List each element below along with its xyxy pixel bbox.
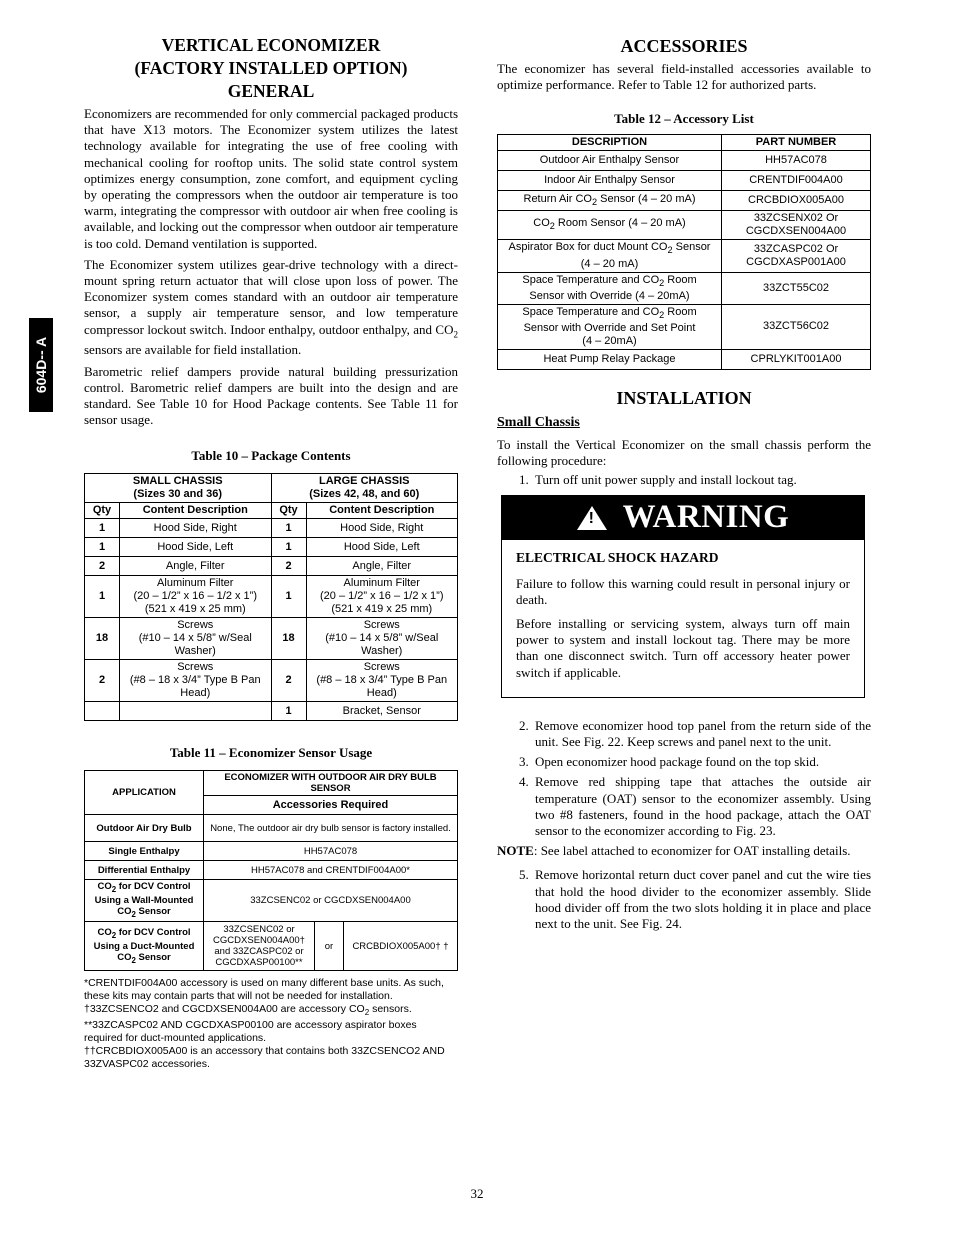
warning-word: WARNING [622, 499, 790, 536]
qty-cell: 1 [85, 538, 120, 557]
description-cell: Space Temperature and $CO_2$ Room Sensor with Override and Set Point (4 – 20mA) [498, 304, 722, 349]
large-chassis-header: LARGE CHASSIS (Sizes 42, 48, and 60) [271, 474, 458, 503]
list-item: 4. Remove red shipping tape that attaches the outside air temperature (OAT) sensor to the economizer assembly. Using two #8 fasteners, found in the hood package, attach the OAT sensor to the economizer according to Fig. 23. [519, 774, 871, 839]
hazard-title: ELECTRICAL SHOCK HAZARD [516, 549, 719, 565]
part-number-cell: HH57AC078 [722, 151, 871, 171]
qty-cell: 18 [271, 618, 306, 660]
accessory-cell: 33ZCSENC02 or CGCDXSEN004A00† and 33ZCASPC02 or CGCDXASP00100** [204, 922, 315, 971]
table-row [498, 304, 871, 349]
accessory-cell: HH57AC078 [204, 842, 458, 861]
sensor-usage-table [84, 770, 458, 971]
table-row [85, 815, 458, 842]
table-row [498, 151, 871, 171]
description-cell: Return Air $CO_2$ Sensor (4 – 20 mA) [498, 191, 722, 211]
table-row [85, 660, 458, 702]
content-cell: Bracket, Sensor [306, 702, 458, 721]
qty-cell: 1 [271, 702, 306, 721]
warning-triangle-icon: ! [577, 506, 607, 530]
install-steps-c [497, 867, 871, 932]
table-row [85, 922, 458, 971]
content-cell: Aluminum Filter (20 – 1/2” x 16 – 1/2 x 1”) (521 x 419 x 25 mm) [306, 576, 458, 618]
accessory-cell: 33ZCSENC02 or CGCDXSEN004A00 [204, 880, 458, 922]
qty-cell: 2 [85, 557, 120, 576]
table10-caption: Table 10 – Package Contents [191, 448, 351, 464]
qty-cell: 18 [85, 618, 120, 660]
general-heading: GENERAL [227, 81, 315, 101]
part-number-cell: 33ZCASPC02 Or CGCDXASP001A00 [722, 240, 871, 272]
content-cell [120, 702, 272, 721]
table-row [85, 861, 458, 880]
table-row [85, 576, 458, 618]
description-cell: $CO_2$ Room Sensor (4 – 20 mA) [498, 211, 722, 240]
application-header: APPLICATION [85, 771, 204, 815]
section-title-line1: VERTICAL ECONOMIZER [161, 35, 381, 55]
qty-cell: 2 [271, 557, 306, 576]
part-number-cell: CPRLYKIT001A00 [722, 349, 871, 369]
accessory-list-table [497, 134, 871, 370]
table12-caption: Table 12 – Accessory List [614, 111, 754, 127]
table-row [85, 618, 458, 660]
table-row [85, 538, 458, 557]
application-cell: Single Enthalpy [85, 842, 204, 861]
footnote: ††CRCBDIOX005A00 is an accessory that contains both 33ZCSENCO2 AND 33ZVASPC02 accessories. [84, 1045, 445, 1071]
qty-cell: 2 [85, 660, 120, 702]
accessories-required-header: Accessories Required [204, 796, 458, 815]
install-steps-b [497, 718, 871, 839]
package-contents-rows [85, 519, 458, 721]
list-item: 5. Remove horizontal return duct cover panel and cut the wire ties that hold the hood divider to the economizer assembly. Slide hood divider off from the two slots holding it in place and place next to the unit. See Fig. 24. [519, 867, 871, 932]
table-row [498, 211, 871, 240]
package-contents-table [84, 473, 458, 721]
table-row [85, 842, 458, 861]
qty-cell: 1 [271, 538, 306, 557]
application-cell: $CO_2$ for DCV Control Using a Duct-Mounted $CO_2$ Sensor [85, 922, 204, 971]
table11-footnotes [84, 977, 458, 1071]
left-column [84, 34, 458, 1071]
content-cell: Aluminum Filter (20 – 1/2” x 16 – 1/2 x 1”) (521 x 419 x 25 mm) [120, 576, 272, 618]
table-row [498, 272, 871, 304]
content-cell: Hood Side, Right [120, 519, 272, 538]
qty-cell: 1 [85, 519, 120, 538]
description-cell: Outdoor Air Enthalpy Sensor [498, 151, 722, 171]
side-tab-label: 604D-- A [33, 336, 49, 394]
or-cell: or [315, 922, 344, 971]
part-number-cell: 33ZCSENX02 Or CGCDXSEN004A00 [722, 211, 871, 240]
qty-cell [85, 702, 120, 721]
accessories-paragraph: The economizer has several field-installed accessories available to optimize performance. Refer to Table 12 for authorized parts. [497, 61, 871, 93]
description-cell: Heat Pump Relay Package [498, 349, 722, 369]
part-number-cell: 33ZCT55C02 [722, 272, 871, 304]
section-side-tab [29, 318, 53, 412]
application-cell: Outdoor Air Dry Bulb [85, 815, 204, 842]
small-chassis-header: SMALL CHASSIS (Sizes 30 and 36) [85, 474, 272, 503]
right-column [497, 34, 871, 936]
part-number-header: PART NUMBER [722, 135, 871, 151]
warning-body [502, 540, 864, 697]
accessory-cell: HH57AC078 and CRENTDIF004A00* [204, 861, 458, 880]
qty-cell: 2 [271, 660, 306, 702]
part-number-cell: 33ZCT56C02 [722, 304, 871, 349]
install-intro: To install the Vertical Economizer on the small chassis perform the following procedure: [497, 436, 871, 469]
list-item: 3. Open economizer hood package found on the top skid. [519, 754, 820, 770]
description-header: DESCRIPTION [498, 135, 722, 151]
table-row [85, 557, 458, 576]
general-paragraph-2: The Economizer system utilizes gear-drive technology with a direct-mount spring return actuator that will close upon loss of power. The Economizer system comes standard with an outdoor air temperature sensor, a supply air temperature sensor, and low temperature compressor lockout switch. Indoor enthalpy, outdoor enthalpy, and $CO_2$ sensors are available for field installation. [84, 256, 458, 358]
page-number: 32 [470, 1186, 484, 1201]
warning-paragraph-1: Failure to follow this warning could result in personal injury or death. [516, 575, 850, 607]
general-paragraph-3: Barometric relief dampers provide natural building pressurization control. Barometric relief dampers are built into the design and are standard. See Table 10 for Hood Package contents. See Table 11 for sensor usage. [84, 363, 458, 428]
part-number-cell: CRCBDIOX005A00 [722, 191, 871, 211]
oat-note: NOTE: See label attached to economizer for OAT installing details. [497, 843, 851, 859]
footnote: *CRENTDIF004A00 accessory is used on many different base units. As such, these kits may contain parts that will not be needed for installation. [84, 977, 444, 1003]
warning-paragraph-2: Before installing or servicing system, always turn off main power to system and install lockout tag. There may be more than one disconnect switch. Turn off accessory heater power switch if applicable. [516, 615, 850, 680]
table-row [85, 519, 458, 538]
economizer-header: ECONOMIZER WITH OUTDOOR AIR DRY BULB SENSOR [204, 771, 458, 796]
qty-header: Qty [271, 503, 306, 519]
content-header: Content Description [120, 503, 272, 519]
content-cell: Screws (#8 – 18 x 3/4” Type B Pan Head) [306, 660, 458, 702]
table-row [498, 240, 871, 272]
content-cell: Screws (#8 – 18 x 3/4” Type B Pan Head) [120, 660, 272, 702]
accessory-cell: None, The outdoor air dry bulb sensor is factory installed. [204, 815, 458, 842]
general-paragraph-1: Economizers are recommended for only commercial packaged products that have X13 motors. The Economizer system utilizes the latest technology available for integrating the use of free cooling with mechanical cooling for rooftop units. The solid state control system optimizes energy consumption, zone comfort, and equipment cycling by operating the compressors when the outdoor air temperature is too warm, integrating the compressor with outdoor air when free cooling is available, and locking out the compressor when outdoor air temperature is too cold. Demand ventilation is supported. [84, 106, 458, 251]
qty-cell: 1 [85, 576, 120, 618]
list-item: 1. Turn off unit power supply and install lockout tag. [519, 472, 797, 488]
application-cell: $CO_2$ for DCV Control Using a Wall-Mounted $CO_2$ Sensor [85, 880, 204, 922]
qty-cell: 1 [271, 519, 306, 538]
section-title-line2: (FACTORY INSTALLED OPTION) [134, 58, 408, 78]
content-cell: Screws (#10 – 14 x 5/8” w/Seal Washer) [120, 618, 272, 660]
footnote: †33ZCSENCO2 and CGCDXSEN004A00 are accessory $CO_2$ sensors. [84, 1003, 412, 1018]
footnote: **33ZCASPC02 AND CGCDXASP00100 are accessory aspirator boxes required for duct-mounted applications. [84, 1019, 417, 1045]
part-number-cell: CRENTDIF004A00 [722, 171, 871, 191]
warning-banner [502, 496, 864, 540]
list-item: 2. Remove economizer hood top panel from the return side of the unit. See Fig. 22. Keep screws and panel next to the unit. [519, 717, 871, 749]
application-cell: Differential Enthalpy [85, 861, 204, 880]
warning-box [501, 495, 865, 698]
content-cell: Angle, Filter [120, 557, 272, 576]
content-cell: Angle, Filter [306, 557, 458, 576]
installation-heading: INSTALLATION [616, 387, 752, 408]
table-row [85, 880, 458, 922]
table-row [498, 171, 871, 191]
content-cell: Hood Side, Left [120, 538, 272, 557]
content-cell: Screws (#10 – 14 x 5/8” w/Seal Washer) [306, 618, 458, 660]
description-cell: Aspirator Box for duct Mount $CO_2$ Sensor (4 – 20 mA) [498, 240, 722, 272]
table-row [85, 702, 458, 721]
accessories-heading: ACCESSORIES [620, 36, 748, 56]
qty-cell: 1 [271, 576, 306, 618]
accessory-cell: CRCBDIOX005A00† † [344, 922, 458, 971]
table-row [498, 191, 871, 211]
table11-caption: Table 11 – Economizer Sensor Usage [169, 745, 373, 761]
install-steps-a [497, 472, 871, 488]
content-cell: Hood Side, Right [306, 519, 458, 538]
content-header: Content Description [306, 503, 458, 519]
small-chassis-subheading: Small Chassis [497, 414, 580, 430]
content-cell: Hood Side, Left [306, 538, 458, 557]
qty-header: Qty [85, 503, 120, 519]
description-cell: Indoor Air Enthalpy Sensor [498, 171, 722, 191]
description-cell: Space Temperature and $CO_2$ Room Sensor with Override (4 – 20mA) [498, 272, 722, 304]
table-row [498, 349, 871, 369]
